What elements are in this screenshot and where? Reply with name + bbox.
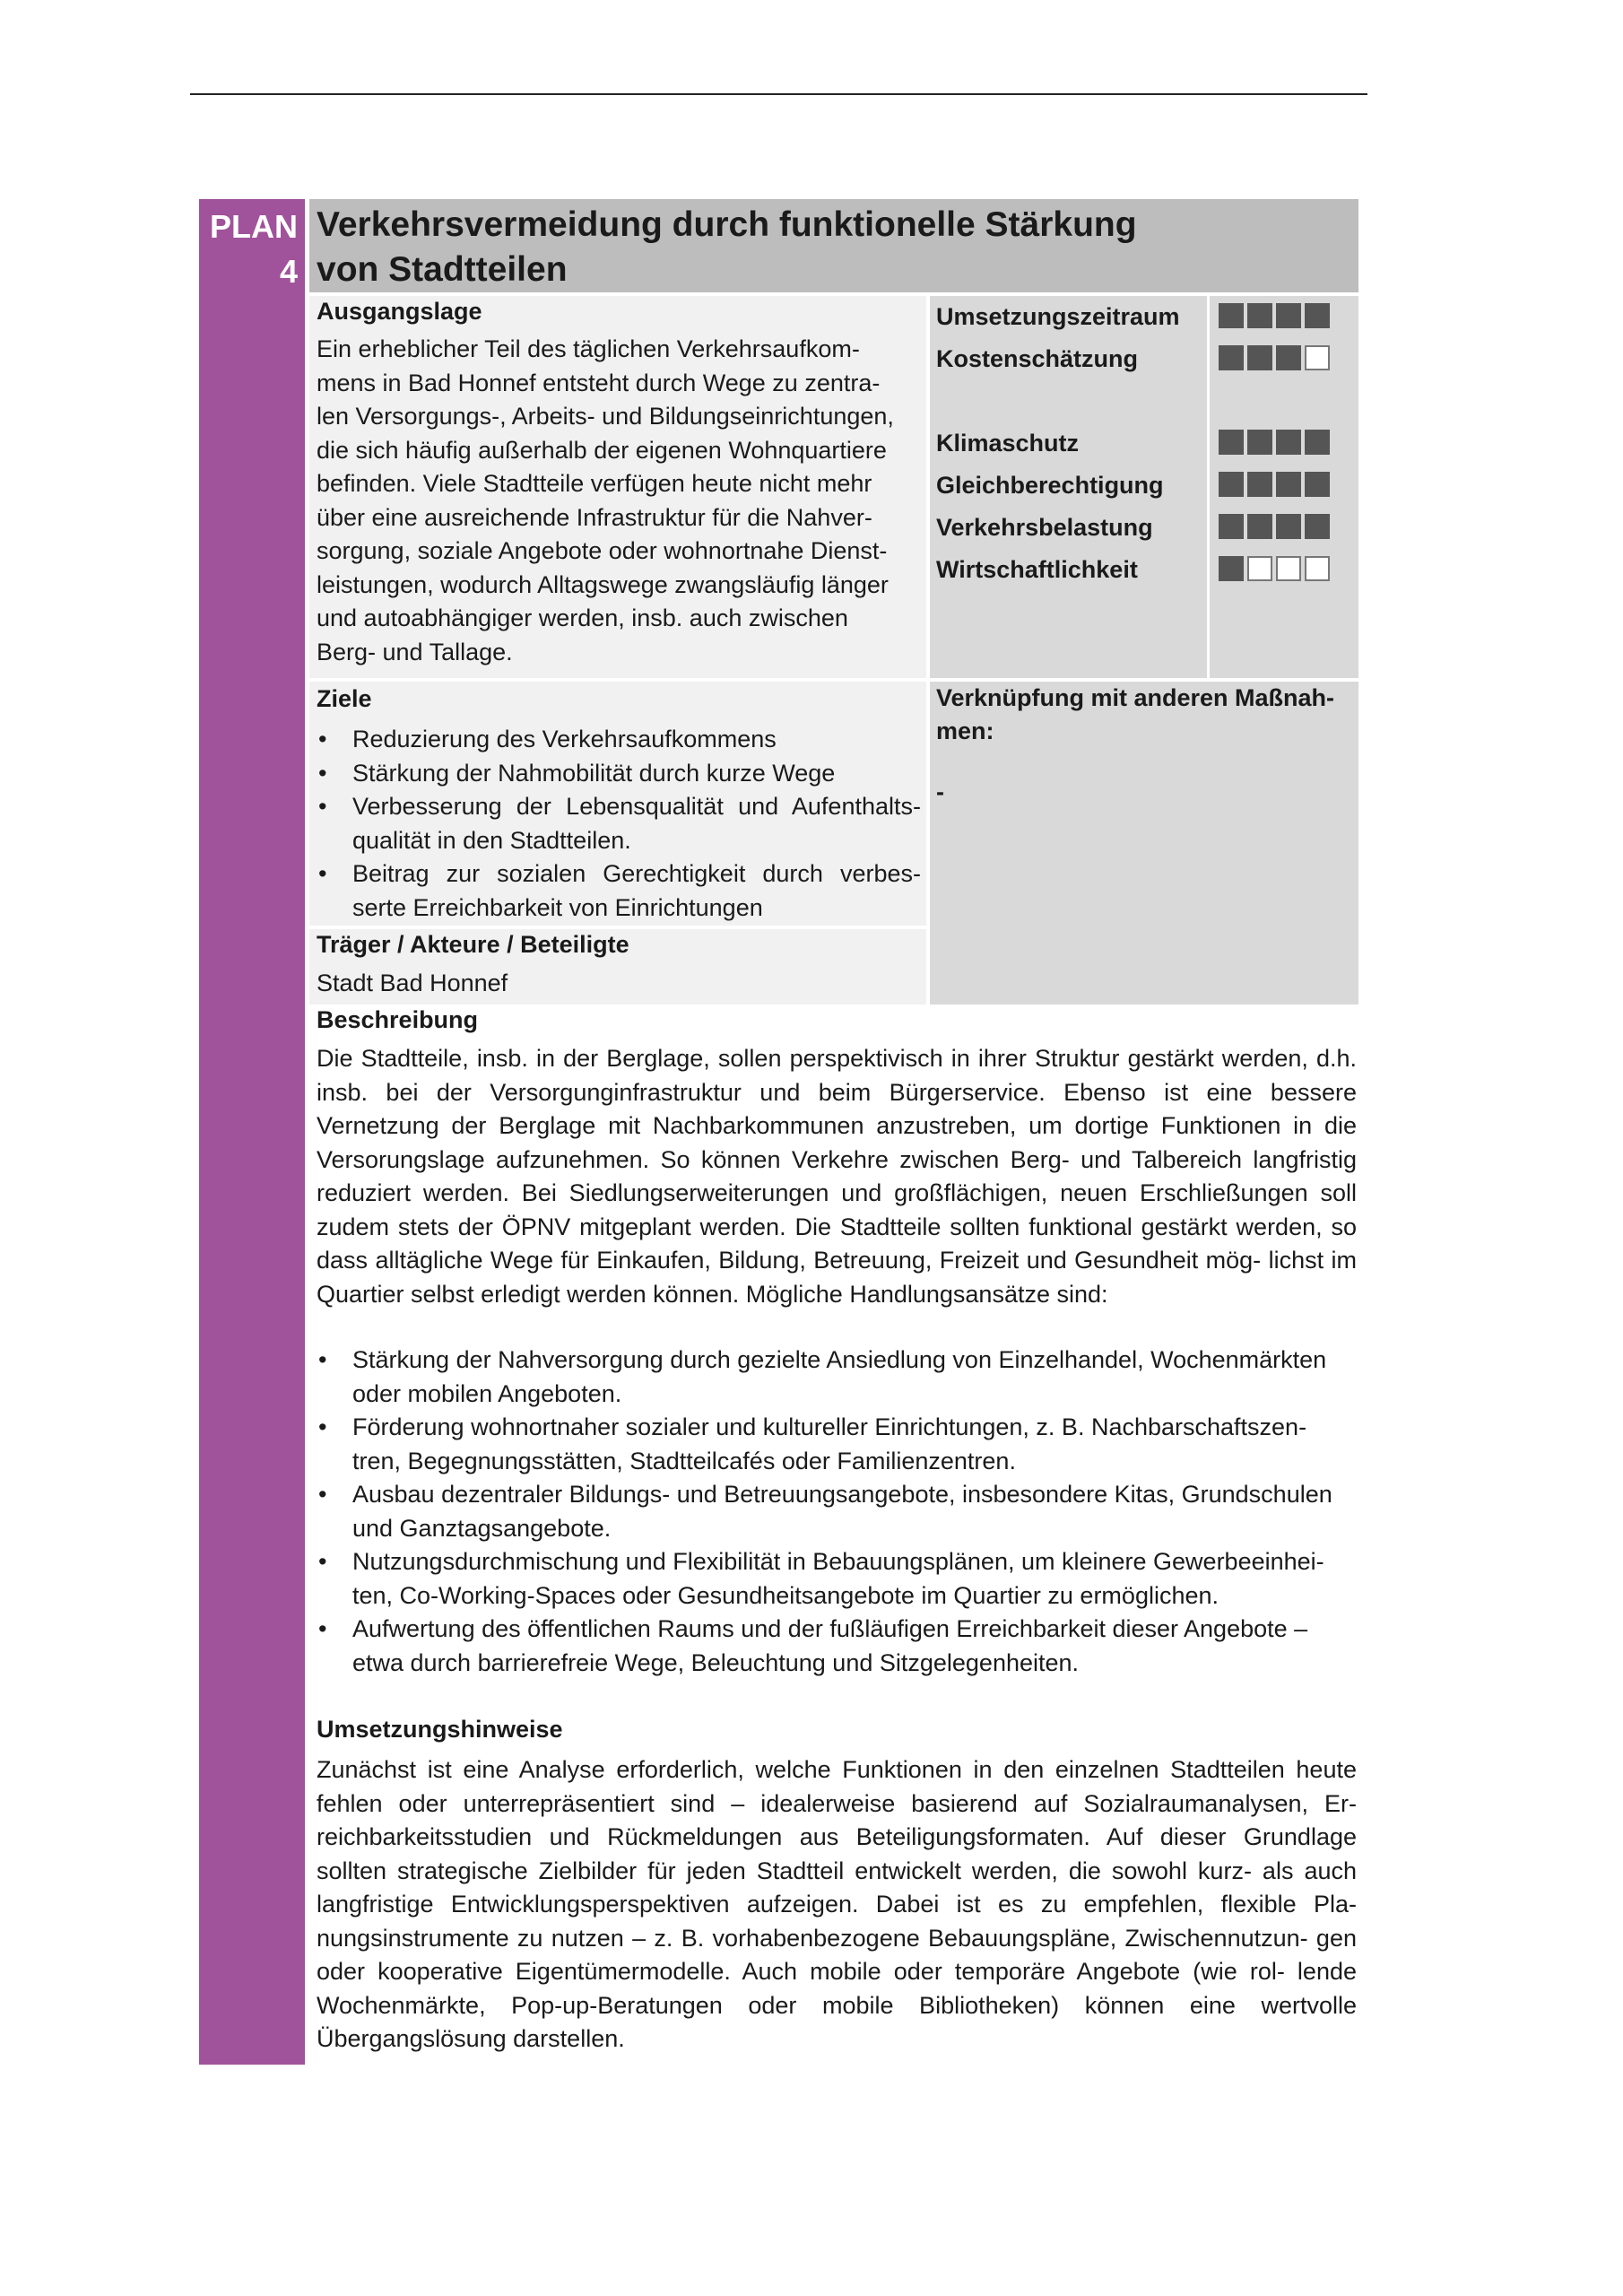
rating-label-umsetzungszeitraum: Umsetzungszeitraum — [936, 303, 1180, 330]
page-title: Verkehrsvermeidung durch funktionelle Stärkung von Stadtteilen — [317, 205, 1137, 289]
ausgangslage-text — [317, 333, 921, 669]
rating-label-spacer — [936, 380, 1203, 422]
rating-square-filled — [1219, 514, 1244, 539]
rating-square-filled — [1305, 472, 1330, 497]
rating-square-filled — [1219, 556, 1244, 581]
rating-label-klimaschutz: Klimaschutz — [936, 430, 1080, 457]
rating-square-filled — [1305, 303, 1330, 328]
rating-score-spacer — [1219, 384, 1358, 426]
rating-score — [1219, 510, 1358, 552]
ausgangslage-heading: Ausgangslage — [317, 298, 482, 325]
plan-label-text: PLAN — [210, 208, 298, 245]
beschreibung-heading: Beschreibung — [317, 1006, 479, 1033]
verknuepfung-heading: Verknüpfung mit anderen Maßnah- men: — [936, 684, 1335, 744]
plan-number: 4 — [279, 253, 298, 290]
rating-square-empty — [1247, 556, 1272, 581]
rating-label-kostenschaetzung: Kostenschätzung — [936, 345, 1139, 372]
list-item: • Stärkung der Nahmobilität durch kurze Wege — [317, 757, 921, 791]
rating-score — [1219, 300, 1358, 342]
rating-label-gleichberechtigung: Gleichberechtigung — [936, 472, 1164, 499]
rating-square-empty — [1305, 556, 1330, 581]
text-line: sorgung, soziale Angebote oder wohnortnahe Dienst- — [317, 537, 888, 564]
rating-score — [1219, 342, 1358, 384]
rating-label-wirtschaftlichkeit: Wirtschaftlichkeit — [936, 556, 1138, 583]
traeger-value: Stadt Bad Honnef — [317, 970, 508, 996]
traeger-cell — [309, 929, 926, 1004]
list-item: • Stärkung der Nahversorgung durch gezielte Ansiedlung von Einzelhandel, Wochenmärkten oder mobilen Angeboten. — [317, 1344, 1357, 1411]
ratings-labels-cell — [930, 296, 1207, 678]
rating-square-filled — [1276, 430, 1301, 455]
text-line: und autoabhängiger werden, insb. auch zwischen — [317, 604, 848, 631]
beschreibung-list — [317, 1344, 1357, 1680]
ausgangslage-cell — [309, 296, 926, 678]
rating-score — [1219, 552, 1358, 595]
header-rule — [190, 93, 1367, 95]
text-line: len Versorgungs-, Arbeits- und Bildungseinrichtungen, — [317, 403, 894, 430]
verknuepfung-value: - — [936, 778, 944, 805]
rating-square-filled — [1247, 430, 1272, 455]
rating-square-filled — [1276, 345, 1301, 370]
description-section — [317, 1003, 1357, 2057]
text-line: Ein erheblicher Teil des täglichen Verkehrsaufkom- — [317, 335, 860, 362]
rating-square-filled — [1219, 303, 1244, 328]
plan-sidebar — [199, 199, 305, 2065]
verknuepfung-cell — [930, 682, 1358, 1004]
list-item: • Reduzierung des Verkehrsaufkommens — [317, 723, 921, 757]
rating-square-filled — [1305, 514, 1330, 539]
rating-square-filled — [1276, 514, 1301, 539]
rating-square-filled — [1305, 430, 1330, 455]
list-item: • Beitrag zur sozialen Gerechtigkeit durch verbes- serte Erreichbarkeit von Einrichtungen — [317, 857, 921, 925]
traeger-heading: Träger / Akteure / Beteiligte — [317, 931, 629, 958]
ziele-list — [317, 723, 921, 925]
rating-label-verkehrsbelastung: Verkehrsbelastung — [936, 514, 1153, 541]
rating-square-empty — [1305, 345, 1330, 370]
list-item: • Nutzungsdurchmischung und Flexibilität in Bebauungsplänen, um kleinere Gewerbeeinhei- ten, Co-Working-Spaces oder Gesundheitsangebote im Quartier zu ermöglichen. — [317, 1545, 1357, 1613]
list-item: • Förderung wohnortnaher sozialer und kultureller Einrichtungen, z. B. Nachbarschaftszen- tren, Begegnungsstätten, Stadtteilcafés oder Familienzentren. — [317, 1411, 1357, 1478]
text-line: leistungen, wodurch Alltagswege zwangsläufig länger — [317, 570, 889, 598]
list-item: • Verbesserung der Lebensqualität und Aufenthalts- qualität in den Stadtteilen. — [317, 790, 921, 857]
ratings-scores-cell — [1210, 296, 1358, 678]
text-line: befinden. Viele Stadtteile verfügen heute nicht mehr — [317, 470, 872, 497]
rating-square-filled — [1247, 514, 1272, 539]
rating-square-filled — [1219, 472, 1244, 497]
plan-label — [210, 204, 298, 294]
text-line: Berg- und Tallage. — [317, 638, 513, 665]
list-item: • Aufwertung des öffentlichen Raums und der fußläufigen Erreichbarkeit dieser Angebote – etwa durch barrierefreie Wege, Beleuchtung und Sitzgelegenheiten. — [317, 1613, 1357, 1680]
rating-square-filled — [1276, 472, 1301, 497]
rating-square-filled — [1247, 345, 1272, 370]
list-item: • Ausbau dezentraler Bildungs- und Betreuungsangebote, insbesondere Kitas, Grundschulen und Ganztagsangebote. — [317, 1478, 1357, 1545]
rating-score — [1219, 468, 1358, 510]
rating-square-filled — [1219, 345, 1244, 370]
rating-square-filled — [1247, 303, 1272, 328]
umsetzung-heading: Umsetzungshinweise — [317, 1716, 563, 1743]
rating-square-filled — [1276, 303, 1301, 328]
text-line: mens in Bad Honnef entsteht durch Wege zu zentra- — [317, 369, 881, 396]
ziele-cell — [309, 682, 926, 926]
umsetzung-text: Zunächst ist eine Analyse erforderlich, welche Funktionen in den einzelnen Stadtteilen heute fehlen oder unterrepräsentiert sind – idealerweise basierend auf Sozialraumanalysen, Er- reichbarkeitsstudien und Rückmeldungen aus Beteiligungsformaten. Auf dieser Grundlage sollten strategische Zielbilder für jeden Stadtteil entwickelt werden, die sowohl kurz- als auch langfristige Entwicklungsperspektiven aufzeigen. Dabei ist es zu empfehlen, flexible Pla- nungsinstrumente zu nutzen – z. B. vorhabenbezogene Bebauungspläne, Zwischennutzun- gen oder kooperative Eigentümermodelle. Auch mobile oder temporäre Angebote (wie rol- lende Wochenmärkte, Pop-up-Beratungen oder mobile Bibliotheken) können eine wertvolle Übergangslösung darstellen. — [317, 1756, 1357, 2052]
rating-square-filled — [1247, 472, 1272, 497]
rating-square-filled — [1219, 430, 1244, 455]
text-line: die sich häufig außerhalb der eigenen Wohnquartiere — [317, 436, 887, 464]
rating-square-empty — [1276, 556, 1301, 581]
text-line: über eine ausreichende Infrastruktur für die Nahver- — [317, 503, 872, 531]
rating-score — [1219, 426, 1358, 468]
beschreibung-text: Die Stadtteile, insb. in der Berglage, sollen perspektivisch in ihrer Struktur gestärkt werden, d.h. insb. bei der Versorgunginfrastruktur und beim Bürgerservice. Ebenso ist eine bessere Vernetzung der Berglage mit Nachbarkommunen anzustreben, um dortige Funktionen in die Versorungslage aufzunehmen. So können Verkehre zwischen Berg- und Talbereich langfristig reduziert werden. Bei Siedlungserweiterungen und großflächigen, neuen Erschließungen soll zudem stets der ÖPNV mitgeplant werden. Die Stadtteile sollten funktional gestärkt werden, so dass alltägliche Wege für Einkaufen, Bildung, Betreuung, Freizeit und Gesundheit mög- lichst im Quartier selbst erledigt werden können. Mögliche Handlungsansätze sind: — [317, 1045, 1357, 1308]
title-box — [309, 199, 1358, 292]
ziele-heading: Ziele — [317, 685, 372, 712]
